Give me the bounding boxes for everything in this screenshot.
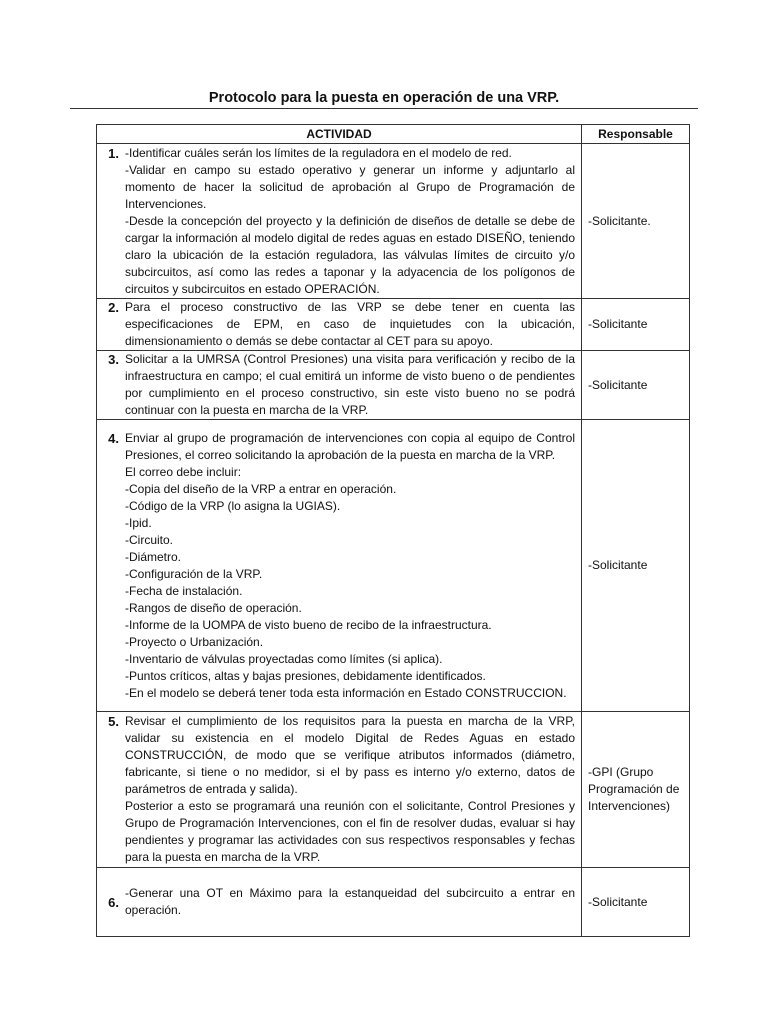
table-header-row [97, 125, 690, 144]
responsible-cell [582, 351, 690, 420]
responsible-cell [582, 420, 690, 712]
activity-line: El correo debe incluir: [125, 464, 242, 479]
activity-cell [97, 868, 582, 937]
row-number: 1. [108, 145, 119, 161]
activity-cell [97, 351, 582, 420]
activity-text [125, 885, 581, 919]
responsible-cell [582, 299, 690, 351]
title-underline [70, 108, 698, 109]
activity-line: -Rangos de diseño de operación. [125, 600, 302, 615]
activity-text [125, 299, 581, 350]
activity-line: Solicitar a la UMRSA (Control Presiones) una visita para verificación y recibo de la infraestructura en campo; el cual emitirá un informe de visto bueno o de pendientes por cumplimiento en el proceso constructivo, sin este visto bueno no se podrá continuar con la puesta en marcha de la VRP. [125, 352, 575, 417]
activity-cell [97, 420, 582, 712]
document-title: Protocolo para la puesta en operación de una VRP. [208, 90, 560, 106]
activity-line: -Código de la VRP (lo asigna la UGIAS). [125, 498, 341, 513]
row-number: 6. [108, 894, 119, 910]
table-row [97, 299, 690, 351]
responsible-text: -Solicitante [588, 558, 648, 572]
responsible-text: -Solicitante. [588, 213, 651, 228]
table-row [97, 712, 690, 868]
activity-cell [97, 299, 582, 351]
activity-line: -Generar una OT en Máximo para la estanqueidad del subcircuito a entrar en operación. [125, 886, 575, 917]
activity-line: -Proyecto o Urbanización. [125, 634, 264, 649]
activity-line: Para el proceso constructivo de las VRP se debe tener en cuenta las especificaciones de EPM, en caso de inquietudes con la ubicación, dimensionamiento o demás se debe contactar al CET para su apoyo. [125, 300, 575, 348]
activity-line: Enviar al grupo de programación de intervenciones con copia al equipo de Control Presiones, el correo solicitando la aprobación de la puesta en marcha de la VRP. [125, 430, 575, 462]
activity-line: -Identificar cuáles serán los límites de la reguladora en el modelo de red. [125, 145, 512, 160]
header-activity: ACTIVIDAD [97, 125, 582, 144]
activity-line: -Inventario de válvulas proyectadas como límites (si aplica). [125, 651, 443, 666]
activity-line: -Informe de la UOMPA de visto bueno de recibo de la infraestructura. [125, 617, 492, 632]
responsible-text: -Solicitante [588, 377, 648, 392]
activity-text [125, 430, 581, 702]
activity-cell [97, 712, 582, 868]
activity-line: -Circuito. [125, 532, 174, 547]
activity-line: Posterior a esto se programará una reunión con el solicitante, Control Presiones y Grupo de Programación Intervenciones, con el fin de resolver dudas, evaluar si hay pendientes y programar las actividades con sus respectivos responsables y fechas para la puesta en marcha de la VRP. [125, 799, 575, 864]
activity-line: -Ipid. [125, 515, 152, 530]
activity-line: -Validar en campo su estado operativo y generar un informe y adjuntarlo al momento de hacer la solicitud de aprobación al Grupo de Programación de Intervenciones. [125, 162, 575, 211]
row-number: 3. [108, 352, 119, 367]
table-row [97, 420, 690, 712]
responsible-cell [582, 712, 690, 868]
activity-line: -Fecha de instalación. [125, 583, 243, 598]
protocol-table [96, 124, 690, 937]
activity-text [125, 351, 581, 419]
activity-line: -Configuración de la VRP. [125, 566, 263, 581]
header-responsible: Responsable [582, 125, 690, 144]
activity-line: -Diámetro. [125, 549, 182, 564]
activity-line: -Copia del diseño de la VRP a entrar en operación. [125, 481, 397, 496]
responsible-text: -Solicitante [588, 894, 648, 909]
activity-line: -En el modelo se deberá tener toda esta información en Estado CONSTRUCCION. [125, 685, 567, 700]
table-row [97, 868, 690, 937]
table-row [97, 351, 690, 420]
activity-cell [97, 144, 582, 299]
responsible-cell [582, 144, 690, 299]
row-number: 5. [108, 714, 119, 729]
activity-text [125, 145, 581, 298]
activity-line: -Desde la concepción del proyecto y la definición de diseños de detalle se debe de cargar la información al modelo digital de redes aguas en estado DISEÑO, teniendo claro la ubicación de la estación reguladora, las válvulas límites de circuito y/o subcircuitos, así como las redes a taponar y la adyacencia de los polígonos de circuitos y subcircuitos en estado OPERACIÓN. [125, 213, 575, 296]
activity-text [125, 713, 581, 866]
row-number: 2. [108, 300, 119, 315]
table-row [97, 144, 690, 299]
responsible-text: -Solicitante [588, 317, 648, 331]
row-number: 4. [108, 430, 119, 446]
responsible-text: -GPI (Grupo Programación de Intervenciones) [588, 765, 680, 813]
activity-line: -Puntos críticos, altas y bajas presiones, debidamente identificados. [125, 668, 486, 683]
responsible-cell [582, 868, 690, 937]
activity-line: Revisar el cumplimiento de los requisitos para la puesta en marcha de la VRP, validar su existencia en el modelo Digital de Redes Aguas en estado CONSTRUCCIÓN, de modo que se verifique atributos informados (diámetro, fabricante, si tiene o no medidor, si el by pass es interno y/o externo, datos de parámetros de entrada y salida). [125, 714, 575, 796]
